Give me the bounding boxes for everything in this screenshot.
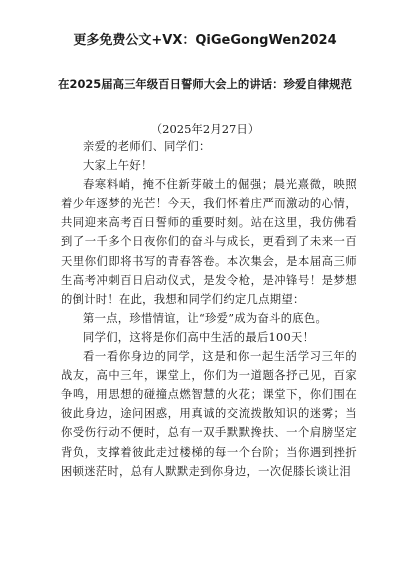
body-paragraph: 看一看你身边的同学，这是和你一起生活学习三年的战友，高中三年，课堂上，你们为一道题各抒己见，百家争鸣，用思想的碰撞点燃智慧的火花；课堂下，你们围在彼此身边，途问困惑，用真诚的交流拨散知识的迷雾；当你受伤行动不便时，总有一双手默默搀扶、一个肩膀坚定背负，支撑着彼此走过楼梯的每一个台阶；当你遇到挫折困顿迷茫时，总有人默默走到你身边，一次促膝长谈让泪 (61, 350, 357, 478)
greeting: 大家上午好！ (83, 159, 153, 173)
body-paragraph: 春寒料峭，掩不住新芽破土的倔强；晨光熹微，映照着少年逐梦的光芒！今天，我们怀着庄严而激动的心情，共同迎来高考百日誓师的重要时刻。站在这里，我仿佛看到了一千多个日夜你们的奋斗与成长，更看到了未来一百天里你们即将书写的青春答卷。本次集会，是本届高三师生高考冲刺百日启动仪式，是发令枪，是冲锋号！是梦想的倒计时！在此，我想和同学们约定几点期望： (61, 178, 357, 306)
body-paragraph: 第一点，珍惜情谊，让“珍爱”成为奋斗的底色。 (83, 311, 328, 325)
document-date: （2025年2月27日） (150, 122, 260, 136)
document-title: 在2025届高三年级百日誓师大会上的讲话：珍爱自律规范 (58, 77, 352, 91)
document-body (61, 137, 357, 481)
page-header: 更多免费公文+VX：QiGeGongWen2024 (73, 33, 337, 48)
body-paragraph: 同学们，这将是你们高中生活的最后100天！ (83, 330, 315, 344)
salutation: 亲爱的老师们、同学们： (83, 140, 211, 153)
